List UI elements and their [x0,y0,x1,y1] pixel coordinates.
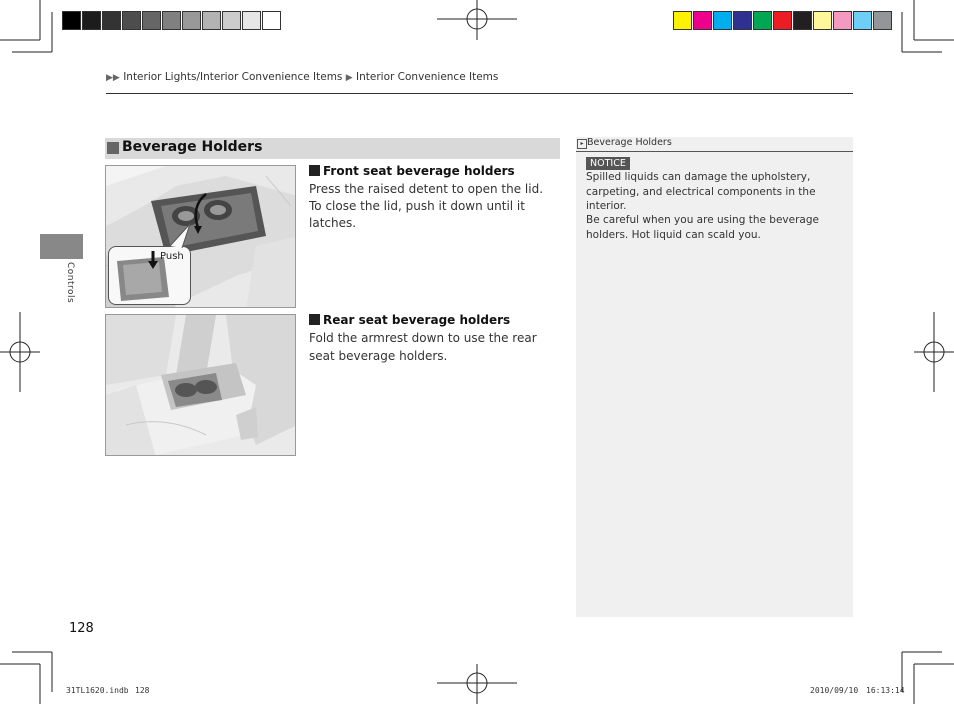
subheading-bullet-icon [309,165,320,176]
footer-page: 128 [135,686,150,695]
gray-swatch [122,11,141,30]
page-number: 128 [69,621,94,636]
gray-swatch [202,11,221,30]
front-seat-heading: Front seat beverage holders [309,164,515,178]
notice-badge: NOTICE [586,157,630,170]
push-callout [108,246,191,305]
breadcrumb-separator: ▶ [345,73,353,83]
push-arrow-icon [148,251,158,269]
gray-swatch [142,11,161,30]
gray-swatch [62,11,81,30]
gray-swatch [102,11,121,30]
gray-swatch [222,11,241,30]
subheading-bullet-icon [309,314,320,325]
color-swatch [813,11,832,30]
caution-text: Be careful when you are using the beverage holders. Hot liquid can scald you. [586,214,819,241]
chapter-tab[interactable] [40,234,83,259]
color-swatch [793,11,812,30]
color-swatch [873,11,892,30]
gray-swatch [82,11,101,30]
footer-file: 31TL1620.indb [66,686,129,695]
color-swatch [853,11,872,30]
rear-seat-heading: Rear seat beverage holders [309,313,510,327]
gray-swatch [162,11,181,30]
chapter-tab-label: Controls [65,262,75,304]
color-swatch [693,11,712,30]
color-swatch [833,11,852,30]
gray-swatch [182,11,201,30]
color-swatch [673,11,692,30]
sidebar-heading [576,137,853,152]
footer-date: 2010/09/10 [810,686,859,695]
header-divider [106,93,853,94]
color-swatch [753,11,772,30]
breadcrumb-arrows: ▶▶ [106,73,120,83]
breadcrumb-item-2[interactable]: Interior Convenience Items [356,71,499,83]
reference-icon: ▸ [577,139,587,149]
footer-time: 16:13:14 [866,686,905,695]
rear-seat-holder-illustration [105,314,296,456]
notice-text: Spilled liquids can damage the upholstery, carpeting, and electrical components in the interior. [586,171,816,212]
rear-seat-text: Fold the armrest down to use the rear seat beverage holders. [309,331,537,363]
section-bullet-icon [107,142,119,154]
color-swatch [713,11,732,30]
breadcrumb [106,71,498,83]
callout-pointer [168,222,198,252]
breadcrumb-item-1[interactable]: Interior Lights/Interior Convenience Items [123,71,343,83]
gray-swatch [242,11,261,30]
push-label: Push [160,251,184,262]
color-swatch [773,11,792,30]
sidebar-title: Beverage Holders [587,137,672,148]
front-seat-text: Press the raised detent to open the lid. To close the lid, push it down until it latches. [309,182,544,230]
gray-swatch [262,11,281,30]
section-heading [105,138,560,159]
section-title: Beverage Holders [122,139,263,155]
color-swatch [733,11,752,30]
